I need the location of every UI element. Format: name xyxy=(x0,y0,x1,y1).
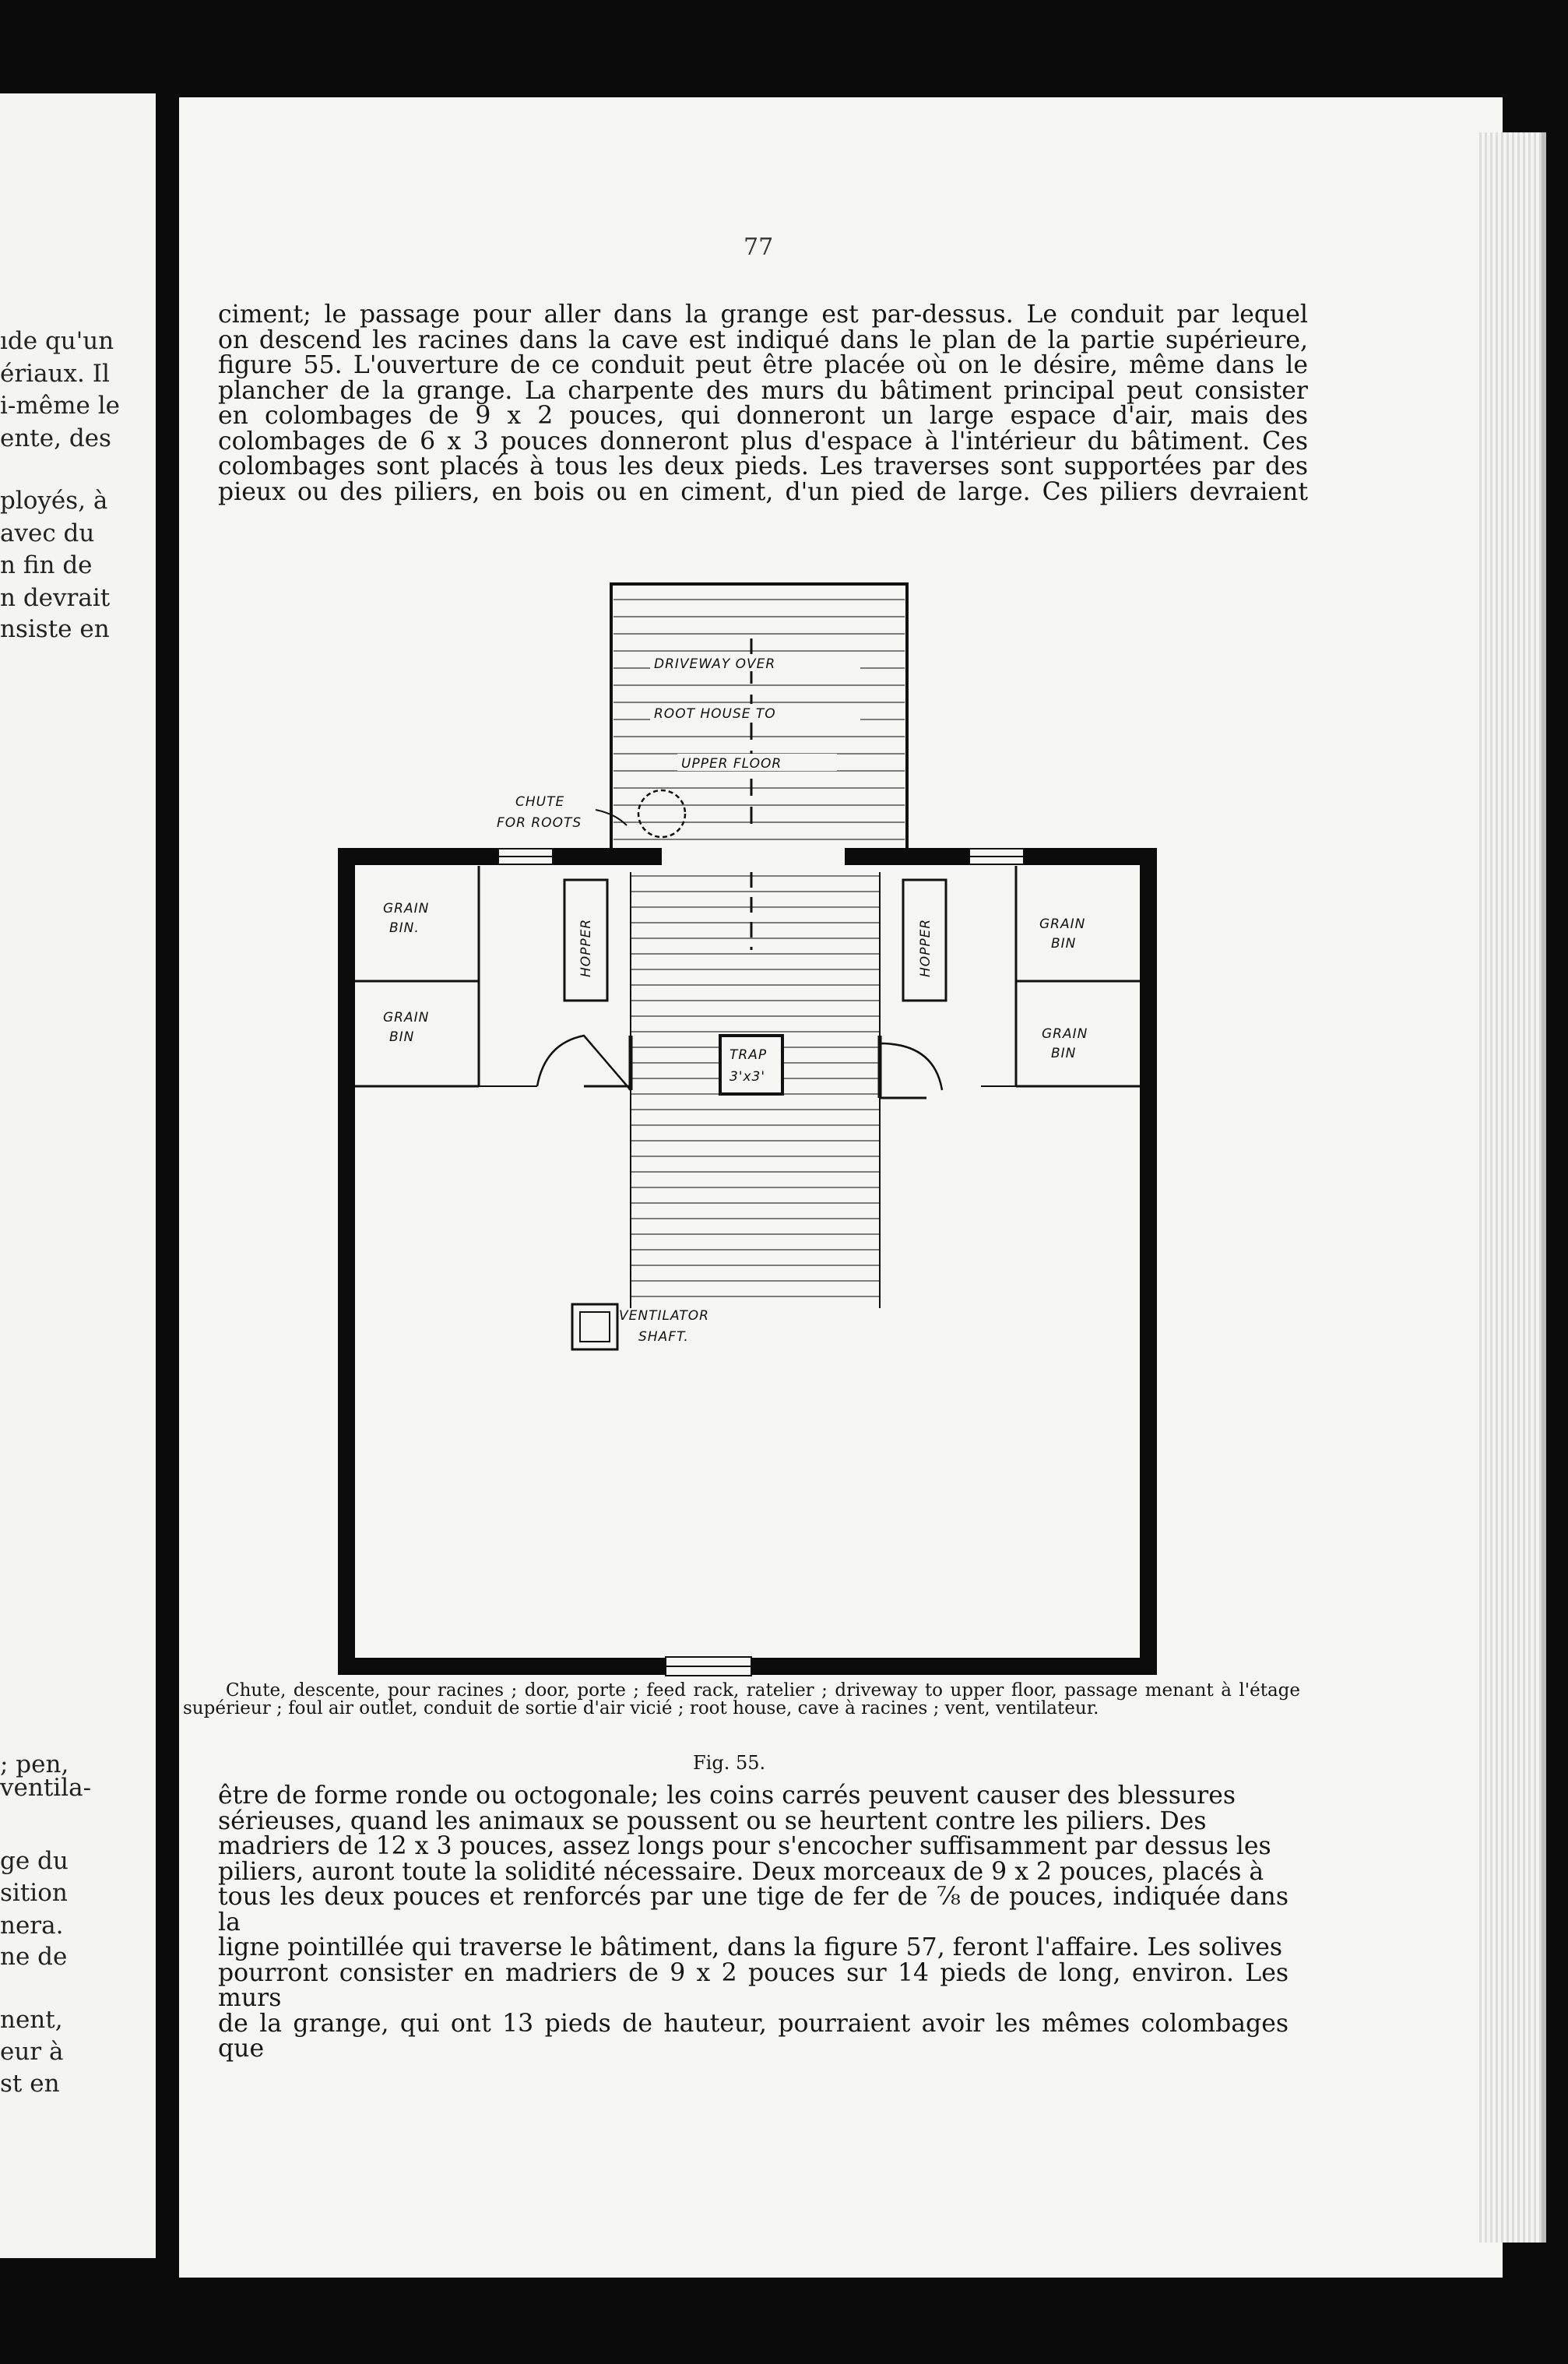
left-page-line: nent, xyxy=(0,2006,63,2034)
text-line: être de forme ronde ou octogonale; les coins carrés peuvent causer des blessures xyxy=(218,1782,1236,1810)
driveway-opening xyxy=(662,845,845,868)
ventilator-shaft xyxy=(572,1304,617,1349)
figure-number: Fig. 55. xyxy=(693,1752,766,1774)
grain-bin-label: BIN xyxy=(1051,1046,1077,1061)
left-page-line: ; pen, xyxy=(0,1750,69,1778)
text-line: piliers, auront toute la solidité nécessaire. Deux morceaux de 9 x 2 pouces, placés à xyxy=(218,1857,1264,1886)
chute-label: CHUTE xyxy=(515,794,565,810)
trap-label: 3'x3' xyxy=(730,1069,766,1085)
door-swing-right xyxy=(880,1043,942,1090)
text-line: pieux ou des piliers, en bois ou en ciment, d'un pied de large. Ces piliers devraient xyxy=(218,477,1308,506)
left-page-line: i-même le xyxy=(0,392,120,420)
grain-bin-label: GRAIN xyxy=(1039,916,1086,932)
ventilator-label: SHAFT. xyxy=(638,1329,689,1345)
text-line: colombages sont placés à tous les deux pieds. Les traverses sont supportées par des xyxy=(218,452,1308,480)
driveway-label: DRIVEWAY OVER xyxy=(654,656,776,672)
left-page-line: avec du xyxy=(0,519,95,547)
text-line: pourront consister en madriers de 9 x 2 pouces sur 14 pieds de long, environ. Les murs xyxy=(218,1958,1289,2012)
left-page-line: n fin de xyxy=(0,551,93,579)
text-line: ciment; le passage pour aller dans la grange est par-dessus. Le conduit par lequel xyxy=(218,301,1308,329)
left-page-line: ıde qu'un xyxy=(0,327,114,355)
grain-bin-label: GRAIN xyxy=(383,1010,430,1025)
floor-plan-figure xyxy=(311,576,1183,1697)
left-page-line: st en xyxy=(0,2070,60,2098)
left-page-line: ente, des xyxy=(0,424,111,452)
left-page-line: ployés, à xyxy=(0,487,108,515)
page-number: 77 xyxy=(744,234,774,261)
grain-bin-label: BIN xyxy=(389,1029,415,1045)
left-page-line: ériaux. Il xyxy=(0,360,110,388)
left-page-line: nera. xyxy=(0,1912,64,1940)
text-line: sérieuses, quand les animaux se poussent ou se heurtent contre les piliers. Des xyxy=(218,1806,1207,1835)
left-page-line: nsiste en xyxy=(0,615,110,643)
text-line: de la grange, qui ont 13 pieds de hauteur, pourraient avoir les mêmes colombages que xyxy=(218,2009,1289,2063)
ventilator-label: VENTILATOR xyxy=(619,1308,709,1324)
left-page-line: ventila- xyxy=(0,1774,92,1802)
text-line: tous les deux pouces et renforcés par une tige de fer de ⅞ de pouces, indiquée dans la xyxy=(218,1883,1289,1937)
hopper-label-left: HOPPER xyxy=(578,918,594,977)
trap-label: TRAP xyxy=(730,1047,768,1063)
text-line: on descend les racines dans la cave est indiqué dans le plan de la partie supérieure, xyxy=(218,325,1308,354)
paragraph-top xyxy=(218,302,1308,505)
page-edges xyxy=(1479,132,1546,2243)
hopper-label-right: HOPPER xyxy=(918,918,933,977)
left-page-line: ge du xyxy=(0,1847,69,1875)
left-page-line: n devrait xyxy=(0,584,111,612)
left-page xyxy=(0,93,156,2258)
paragraph-bottom xyxy=(218,1783,1289,2062)
driveway-label: ROOT HOUSE TO xyxy=(654,706,776,722)
text-line: colombages de 6 x 3 pouces donneront plus d'espace à l'intérieur du bâtiment. Ces xyxy=(218,427,1308,456)
text-line: en colombages de 9 x 2 pouces, qui donneront un large espace d'air, mais des xyxy=(218,402,1308,430)
figure-caption: Chute, descente, pour racines ; door, porte ; feed rack, ratelier ; driveway to upper floor, passage menant à l'étage supérieur ; foul air outlet, conduit de sortie d'air vicié ; root house, cave à racines ; vent, ventilateur. xyxy=(183,1680,1300,1718)
trap-door xyxy=(720,1036,782,1094)
left-page-line: eur à xyxy=(0,2038,64,2066)
grain-bin-label: BIN. xyxy=(389,920,420,936)
text-line: madriers de 12 x 3 pouces, assez longs pour s'encocher suffisamment par dessus les xyxy=(218,1832,1271,1860)
text-line: figure 55. L'ouverture de ce conduit peut être placée où on le désire, même dans le xyxy=(218,351,1308,379)
grain-bin-label: BIN xyxy=(1051,936,1077,952)
book-spine xyxy=(156,93,179,2258)
chute-label: FOR ROOTS xyxy=(497,815,582,831)
text-line: plancher de la grange. La charpente des murs du bâtiment principal peut consister xyxy=(218,376,1308,405)
grain-bin-label: GRAIN xyxy=(383,901,430,916)
door-swing-left xyxy=(537,1036,631,1090)
left-page-line: ne de xyxy=(0,1943,68,1971)
grain-bin-label: GRAIN xyxy=(1042,1026,1088,1042)
chute-for-roots xyxy=(638,790,685,837)
text-line: ligne pointillée qui traverse le bâtiment, dans la figure 57, feront l'affaire. Les solives xyxy=(218,1933,1283,1961)
building-walls xyxy=(346,857,1148,1666)
driveway-label: UPPER FLOOR xyxy=(681,756,782,772)
left-page-line: sition xyxy=(0,1879,68,1907)
